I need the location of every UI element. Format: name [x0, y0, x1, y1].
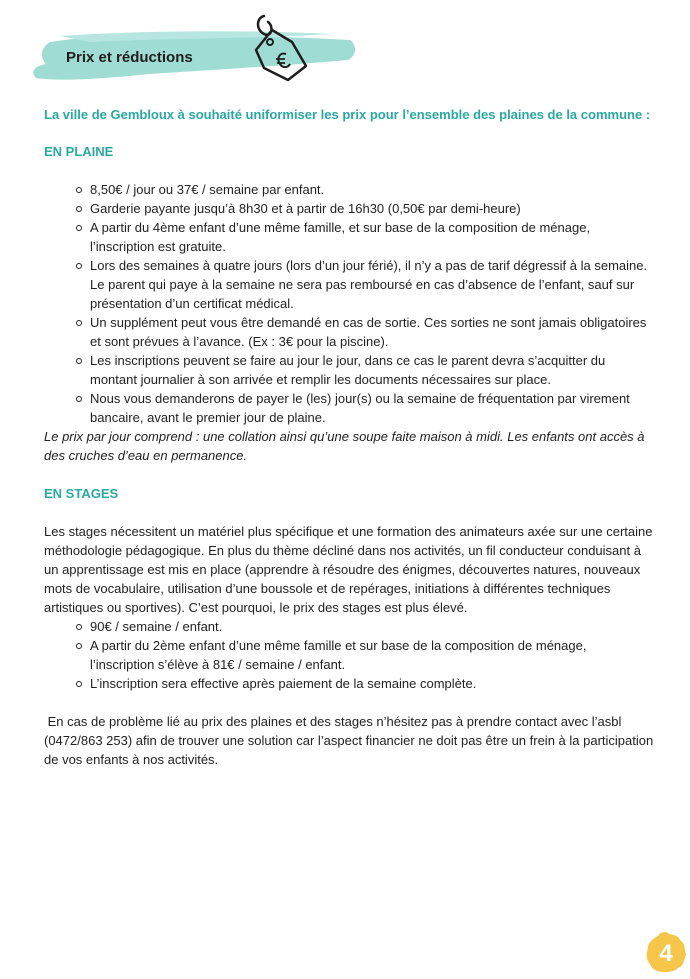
plaine-note: Le prix par jour comprend : une collation ainsi qu’une soupe faite maison à midi. Les enfants ont accès à des cruches d’eau en permanence. — [44, 429, 645, 463]
price-tag-euro-icon — [250, 14, 314, 86]
stages-title: EN STAGES — [44, 486, 119, 501]
intro-text: La ville de Gembloux à souhaité uniformiser les prix pour l’ensemble des plaines de la commune : — [44, 107, 651, 122]
stages-text: Les stages nécessitent un matériel plus spécifique et une formation des animateurs axée sur une certaine méthodologie pédagogique. En plus du thème décliné dans nos activités, un fil conducteur conduisant à un apprentissage est mis en place (apprendre à résoudre des énigmes, découvertes natures, nouveaux mots de vocabulaire, utilisation d’une boussole et de repérages, initiations à différentes techniques artistiques ou sportives). C’est pourquoi, le prix des stages est plus élevé. — [44, 524, 653, 615]
plaine-list — [44, 180, 654, 427]
list-item: A partir du 4ème enfant d’une même famille, et sur base de la composition de ménage, l’inscription est gratuite. — [90, 218, 654, 256]
list-item: 90€ / semaine / enfant. — [90, 617, 654, 636]
stages-list — [44, 617, 654, 693]
list-item: 8,50€ / jour ou 37€ / semaine par enfant. — [90, 180, 654, 199]
section-title-prix: Prix et réductions — [66, 49, 193, 66]
main-content — [44, 105, 657, 769]
closing-text: En cas de problème lié au prix des plaines et des stages n’hésitez pas à prendre contact avec l’asbl (0472/863 253) afin de trouver une solution car l’aspect financier ne doit pas être un frein à la participation de vos enfants à nos activités. — [44, 714, 657, 767]
list-item: Un supplément peut vous être demandé en cas de sortie. Ces sorties ne sont jamais obligatoires et sont prévues à l’avance. (Ex : 3€ pour la piscine). — [90, 313, 654, 351]
list-item: Les inscriptions peuvent se faire au jour le jour, dans ce cas le parent devra s’acquitter du montant journalier à son arrivée et remplir les documents nécessaires sur place. — [90, 351, 654, 389]
list-item: A partir du 2ème enfant d’une même famille et sur base de la composition de ménage, l’inscription s’élève à 81€ / semaine / enfant. — [90, 636, 654, 674]
page-number-badge — [644, 930, 688, 974]
plaine-title: EN PLAINE — [44, 144, 114, 159]
list-item: L’inscription sera effective après paiement de la semaine complète. — [90, 674, 654, 693]
section-header — [30, 12, 360, 92]
list-item: Garderie payante jusqu’à 8h30 et à partir de 16h30 (0,50€ par demi-heure) — [90, 199, 654, 218]
list-item: Nous vous demanderons de payer le (les) jour(s) ou la semaine de fréquentation par virement bancaire, avant le premier jour de plaine. — [90, 389, 654, 427]
badge-shape — [644, 930, 688, 974]
list-item: Lors des semaines à quatre jours (lors d’un jour férié), il n’y a pas de tarif dégressif à la semaine. Le parent qui paye à la semaine ne sera pas remboursé en cas d’absence de l’enfant, sauf sur présentation d’un certificat médical. — [90, 256, 654, 313]
page-number: 4 — [659, 940, 673, 967]
